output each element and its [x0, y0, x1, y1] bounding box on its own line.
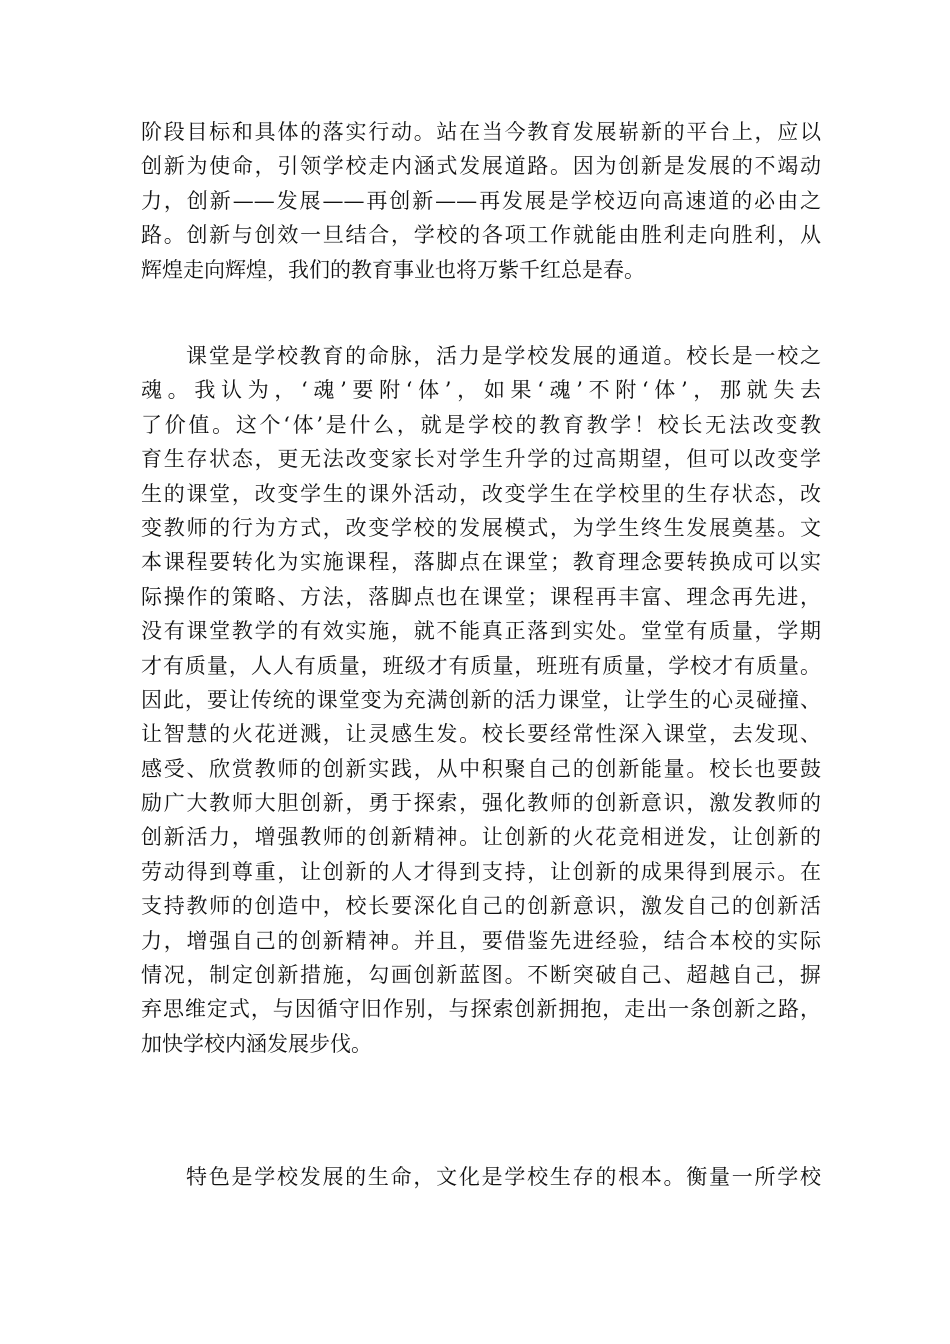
paragraph-line: 感受、欣赏教师的创新实践，从中积聚自己的创新能量。校长也要鼓 — [141, 756, 821, 781]
paragraph-line: 辉煌走向辉煌，我们的教育事业也将万紫千红总是春。 — [141, 257, 645, 282]
paragraph-line: 特色是学校发展的生命，文化是学校生存的根本。衡量一所学校 — [186, 1165, 821, 1189]
paragraph-line: 力，创新——发展——再创新——再发展是学校迈向高速道的必由之 — [141, 188, 821, 213]
paragraph-line: 阶段目标和具体的落实行动。站在当今教育发展崭新的平台上，应以 — [141, 120, 821, 144]
paragraph-line: 际操作的策略、方法，落脚点也在课堂；课程再丰富、理念再先进， — [141, 584, 821, 609]
paragraph-2 — [141, 339, 821, 1061]
paragraph-line: 劳动得到尊重，让创新的人才得到支持，让创新的成果得到展示。在 — [141, 859, 821, 884]
paragraph-line: 励广大教师大胆创新，勇于探索，强化教师的创新意识，激发教师的 — [141, 791, 821, 816]
paragraph-line: 生的课堂，改变学生的课外活动，改变学生在学校里的生存状态，改 — [141, 481, 821, 506]
paragraph-line: 才有质量，人人有质量，班级才有质量，班班有质量，学校才有质量。 — [141, 653, 821, 678]
paragraph-line: 路。创新与创效一旦结合，学校的各项工作就能由胜利走向胜利，从 — [141, 223, 821, 248]
paragraph-line: 变教师的行为方式，改变学校的发展模式，为学生终生发展奠基。文 — [141, 515, 821, 540]
paragraph-line: 力，增强自己的创新精神。并且，要借鉴先进经验，结合本校的实际 — [141, 928, 821, 953]
paragraph-line: 魂。我认为，‘魂’要附‘体’，如果‘魂’不附‘体’，那就失去 — [141, 378, 821, 403]
paragraph-line: 弃思维定式，与因循守旧作别，与探索创新拥抱，走出一条创新之路， — [141, 997, 821, 1022]
paragraph-line: 了价值。这个‘体’是什么，就是学校的教育教学！校长无法改变教 — [141, 412, 821, 437]
paragraph-line: 创新为使命，引领学校走内涵式发展道路。因为创新是发展的不竭动 — [141, 154, 821, 179]
paragraph-line: 加快学校内涵发展步伐。 — [141, 1031, 372, 1056]
paragraph-line: 因此，要让传统的课堂变为充满创新的活力课堂，让学生的心灵碰撞、 — [141, 687, 821, 712]
paragraph-3 — [141, 1160, 821, 1194]
paragraph-line: 情况，制定创新措施，勾画创新蓝图。不断突破自己、超越自己，摒 — [141, 963, 821, 988]
paragraph-line: 让智慧的火花迸溅，让灵感生发。校长要经常性深入课堂，去发现、 — [141, 722, 821, 747]
paragraph-line: 本课程要转化为实施课程，落脚点在课堂；教育理念要转换成可以实 — [141, 550, 821, 575]
paragraph-line: 没有课堂教学的有效实施，就不能真正落到实处。堂堂有质量，学期 — [141, 619, 821, 644]
paragraph-1 — [141, 115, 821, 287]
paragraph-line: 课堂是学校教育的命脉，活力是学校发展的通道。校长是一校之 — [186, 344, 821, 368]
paragraph-line: 支持教师的创造中，校长要深化自己的创新意识，激发自己的创新活 — [141, 894, 821, 919]
paragraph-line: 创新活力，增强教师的创新精神。让创新的火花竞相迸发，让创新的 — [141, 825, 821, 850]
paragraph-line: 育生存状态，更无法改变家长对学生升学的过高期望，但可以改变学 — [141, 447, 821, 472]
